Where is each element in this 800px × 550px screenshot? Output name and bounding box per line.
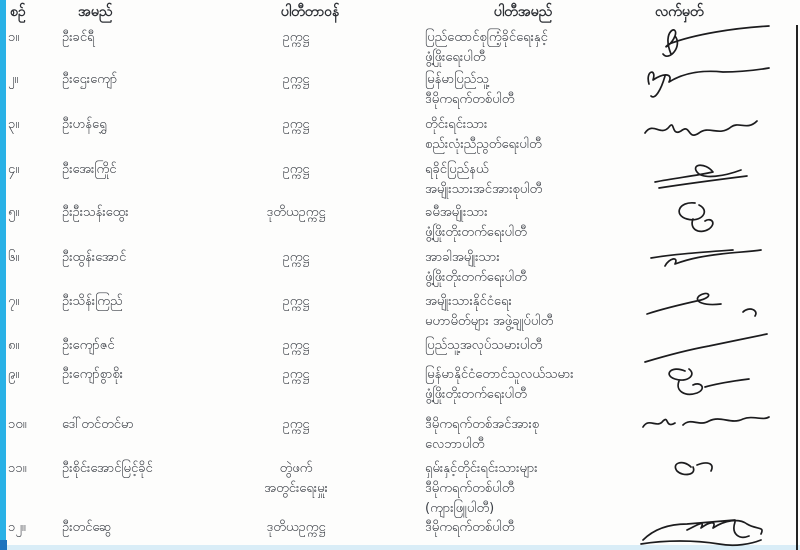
- signature-image: [635, 195, 780, 241]
- row-serial-number: ၈။: [8, 338, 20, 353]
- row-party-position: [232, 248, 360, 268]
- row-person-name: ဦးစိုင်းအောင်မြင့်ခိုင်: [62, 461, 153, 476]
- party-position-line: ဥက္ကဋ္ဌ: [282, 72, 310, 87]
- row-party-position: [232, 203, 360, 223]
- column-header-party-name: ပါတီအမည်: [493, 4, 553, 20]
- signature-image: [635, 284, 780, 330]
- party-name-line: ပြည်ထောင်စုကြံ့ခိုင်ရေးနှင့်: [425, 30, 548, 45]
- row-person-name: ဦးသိန်းကြည်: [62, 294, 123, 309]
- row-serial-number: ၁။: [8, 30, 20, 45]
- party-name-line: အမျိုးသားနိုင်ငံရေး: [425, 294, 512, 309]
- row-party-name: [425, 203, 660, 243]
- party-position-line: ဥက္ကဋ္ဌ: [282, 250, 310, 265]
- row-person-name: ဦးခင်ရီ: [62, 30, 95, 45]
- row-party-position: [232, 292, 360, 312]
- party-name-line: အာခါအမျိုးသား: [425, 250, 500, 265]
- row-serial-number: ၉။: [8, 367, 20, 382]
- party-name-line: ဖွံ့ဖြိုးတိုးတက်ရေးပါတီ: [425, 387, 527, 402]
- row-serial-number: ၂။: [8, 72, 19, 87]
- row-person-name: ဦးဦးသန်းထွေး: [62, 205, 129, 220]
- party-name-line: ခမီအမျိုးသား: [425, 205, 488, 220]
- row-person-name: ဦးဌေးကျော်: [62, 72, 118, 87]
- row-party-name: [425, 248, 660, 288]
- party-name-line: တိုင်းရင်းသား: [425, 117, 488, 132]
- party-position-line: ဥက္ကဋ္ဌ: [282, 162, 310, 177]
- party-position-line: ဥက္ကဋ္ဌ: [282, 367, 310, 382]
- signature-image: [635, 62, 780, 108]
- party-name-line: ရခိုင်ပြည်နယ်: [425, 162, 489, 177]
- party-position-line: ဒုတိယဥက္ကဋ္ဌ: [266, 205, 326, 220]
- column-header-signature: လက်မှတ်: [655, 4, 704, 20]
- row-person-name: ဒေါ်တင်တင်မာ: [62, 417, 134, 432]
- row-party-name: [425, 415, 660, 455]
- row-person-name: ဦးအေးကြိုင်: [62, 162, 117, 177]
- row-serial-number: ၁၁။: [8, 461, 27, 476]
- signature-image: [635, 451, 780, 497]
- row-serial-number: ၁၀။: [8, 417, 27, 432]
- row-serial-number: ၇။: [8, 294, 20, 309]
- party-name-line: မြန်မာနိုင်ငံတောင်သူလယ်သမား: [425, 367, 574, 382]
- row-party-name: [425, 292, 660, 332]
- row-person-name: ဦးကျော်ဇင်: [62, 338, 115, 353]
- signature-image: [635, 510, 780, 550]
- party-position-line: ဥက္ကဋ္ဌ: [282, 338, 310, 353]
- row-serial-number: ၆။: [8, 250, 20, 265]
- party-position-line: ဥက္ကဋ္ဌ: [282, 30, 310, 45]
- row-party-position: [232, 336, 360, 356]
- party-position-line: ဥက္ကဋ္ဌ: [282, 417, 310, 432]
- row-party-position: [232, 28, 360, 48]
- row-party-position: [232, 415, 360, 435]
- party-name-line: ပြည်သူ့အလုပ်သမားပါတီ: [425, 338, 543, 353]
- signature-image: [635, 240, 780, 286]
- party-name-line: ဒီမိုကရက်တစ်ပါတီ: [425, 92, 515, 107]
- row-party-position: [232, 115, 360, 135]
- party-name-line: ဒီမိုကရက်တစ်ပါတီ: [425, 520, 515, 535]
- row-party-position: [232, 70, 360, 90]
- row-person-name: ဦးတင်ဆွေ: [62, 520, 112, 535]
- party-position-line: အတွင်းရေးမှူး: [264, 481, 328, 496]
- signature-image: [635, 20, 780, 66]
- row-party-name: [425, 160, 660, 200]
- row-party-name: [425, 459, 660, 519]
- column-header-name: အမည်: [78, 4, 113, 20]
- party-position-line: ဒုတိယဥက္ကဋ္ဌ: [266, 520, 326, 535]
- row-serial-number: ၅။: [8, 205, 20, 220]
- party-name-line: မြန်မာပြည်သူ့: [425, 72, 489, 87]
- signature-image: [635, 107, 780, 153]
- row-party-name: [425, 28, 660, 68]
- party-name-line: (ကျားဖြူပါတီ): [425, 501, 495, 516]
- party-name-line: ဒီမိုကရက်တစ်ပါတီ: [425, 481, 515, 496]
- party-position-line: ဥက္ကဋ္ဌ: [282, 117, 310, 132]
- party-name-line: ရှမ်းနှင့်တိုင်းရင်းသားများ: [425, 461, 538, 476]
- bottom-left-corner-mark: [0, 540, 7, 550]
- party-name-line: ဖွံ့ဖြိုးတိုးတက်ရေးပါတီ: [425, 225, 527, 240]
- party-name-line: အမျိုးသားအင်အားစုပါတီ: [425, 182, 543, 197]
- signature-image: [635, 152, 780, 198]
- party-position-line: တွဲဖက်: [279, 461, 313, 476]
- left-blue-border: [0, 0, 6, 550]
- signature-image: [635, 357, 780, 403]
- party-name-line: လေဘာပါတီ: [425, 437, 485, 452]
- column-header-party-position: ပါတီတာဝန်: [280, 4, 340, 20]
- row-serial-number: ၁၂။: [8, 520, 26, 535]
- party-name-line: စည်းလုံးညီညွတ်ရေးပါတီ: [425, 137, 542, 152]
- party-name-line: မဟာမိတ်များ အဖွဲ့ချုပ်ပါတီ: [425, 314, 554, 329]
- row-party-name: [425, 518, 660, 538]
- party-name-line: ဖွံ့ဖြိုးရေးပါတီ: [425, 50, 486, 65]
- row-person-name: ဦးကျော်စွာစိုး: [62, 367, 123, 382]
- signature-image: [635, 407, 780, 453]
- row-party-name: [425, 336, 660, 356]
- row-party-position: [232, 365, 360, 385]
- row-serial-number: ၄။: [8, 162, 20, 177]
- row-party-name: [425, 365, 660, 405]
- party-name-line: ဒီမိုကရက်တစ်အင်အားစု: [425, 417, 540, 432]
- row-party-name: [425, 115, 660, 155]
- row-person-name: ဦးဟန်ရွှေ: [62, 117, 107, 132]
- row-party-name: [425, 70, 660, 110]
- row-party-position: [232, 459, 360, 499]
- party-name-line: ဖွံ့ဖြိုးတိုးတက်ရေးပါတီ: [425, 270, 527, 285]
- row-serial-number: ၃။: [8, 117, 20, 132]
- row-party-position: [232, 518, 360, 538]
- row-party-position: [232, 160, 360, 180]
- right-page-edge-line: [796, 25, 798, 550]
- party-position-line: ဥက္ကဋ္ဌ: [282, 294, 310, 309]
- row-person-name: ဦးထွန်းအောင်: [62, 250, 127, 265]
- column-header-serial: စဉ်: [10, 4, 26, 20]
